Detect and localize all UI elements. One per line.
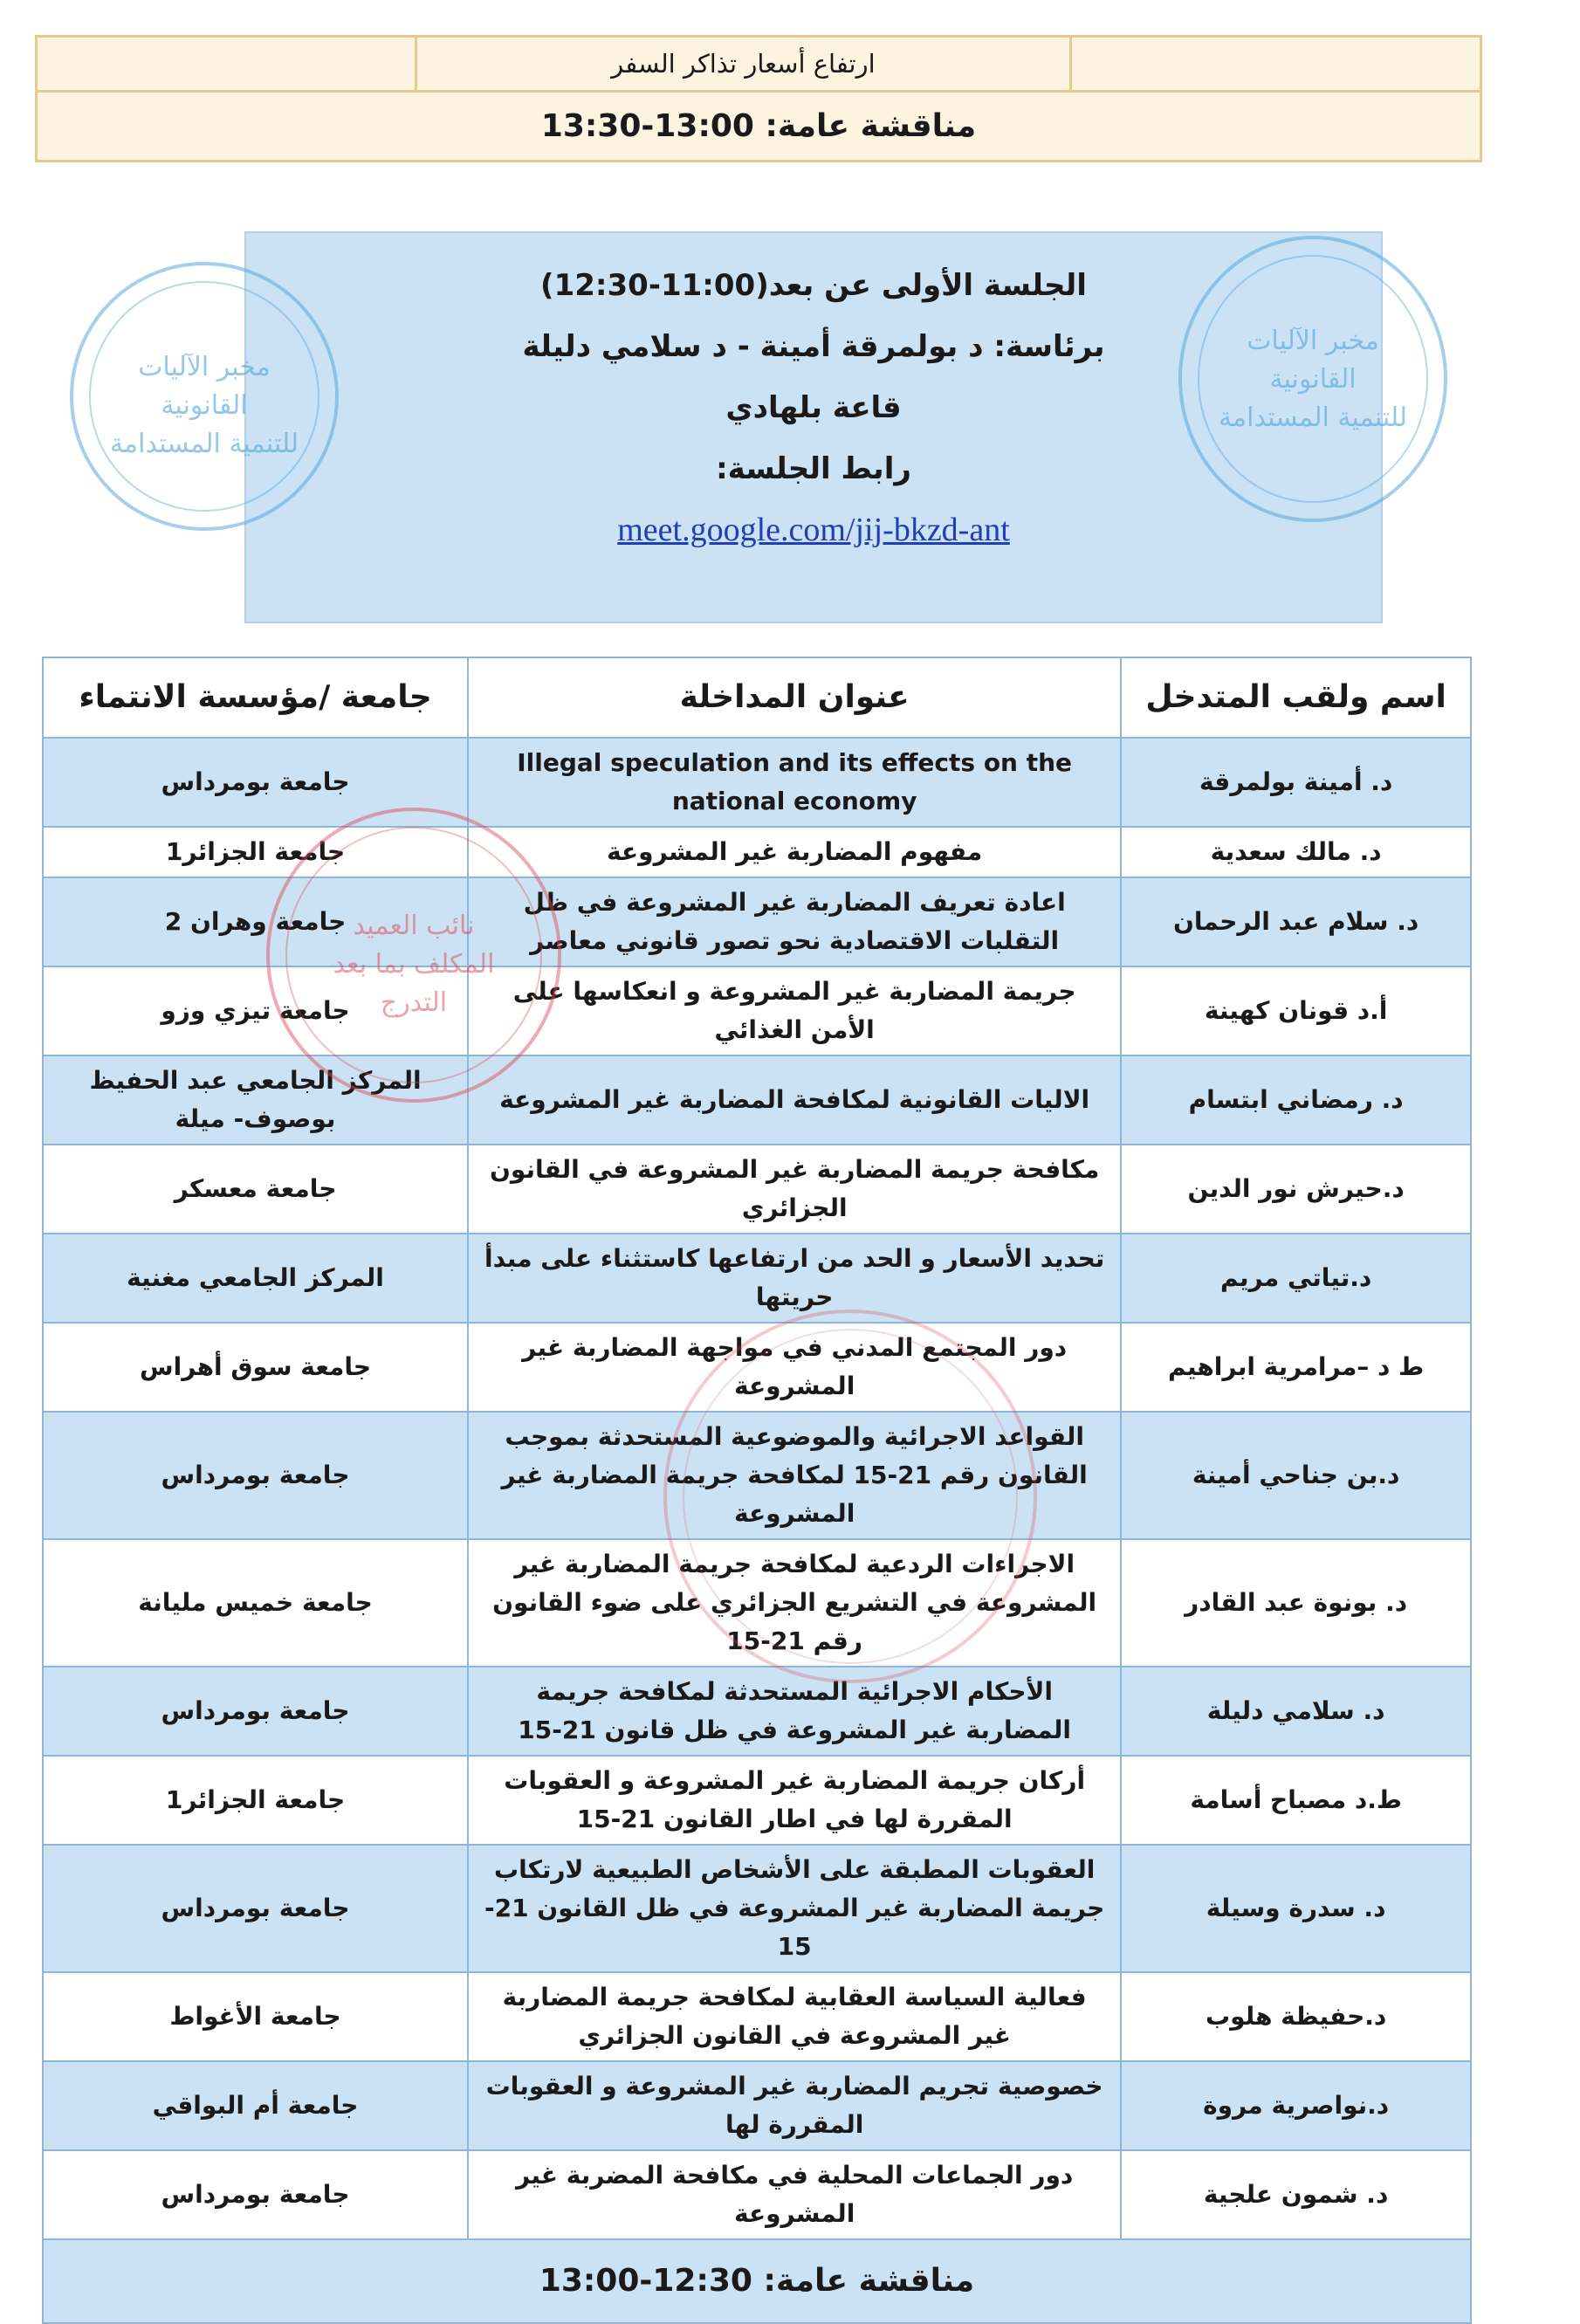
speaker-university: جامعة بومرداس [43, 1667, 468, 1756]
table-row [43, 2061, 1471, 2150]
talk-title: العقوبات المطبقة على الأشخاص الطبيعية لارتكاب جريمة المضاربة غير المشروعة في ظل القانون 21-15 [468, 1845, 1121, 1972]
table-row [43, 966, 1471, 1055]
header-speaker-name: اسم ولقب المتدخل [1121, 657, 1471, 738]
session-info-box [244, 231, 1383, 623]
table-row [43, 1055, 1471, 1145]
speaker-university: جامعة معسكر [43, 1145, 468, 1234]
table-row [43, 1539, 1471, 1667]
talk-title: دور الجماعات المحلية في مكافحة المضربة غير المشروعة [468, 2150, 1121, 2239]
empty-cell [37, 37, 416, 92]
speaker-name: د. سلامي دليلة [1121, 1667, 1471, 1756]
speaker-university: جامعة خميس مليانة [43, 1539, 468, 1667]
stamp-text: مخبر الآليات القانونية للتنمية المستدامة [109, 352, 299, 459]
table-row [43, 877, 1471, 966]
session-link-label: رابط الجلسة: [716, 451, 911, 486]
talk-title: أركان جريمة المضاربة غير المشروعة و العقوبات المقررة لها في اطار القانون 21-15 [468, 1756, 1121, 1845]
table-row [43, 738, 1471, 827]
stamp-text: مخبر الآليات القانونية للتنمية المستدامة [1218, 326, 1408, 433]
speaker-university: جامعة الأغواط [43, 1972, 468, 2061]
speaker-university: جامعة أم البواقي [43, 2061, 468, 2150]
speaker-name: ط.د مصباح أسامة [1121, 1756, 1471, 1845]
table-footer-row [43, 2239, 1471, 2323]
talk-title: فعالية السياسة العقابية لمكافحة جريمة المضاربة غير المشروعة في القانون الجزائري [468, 1972, 1121, 2061]
speaker-name: د.نواصرية مروة [1121, 2061, 1471, 2150]
talk-title: الأحكام الاجرائية المستحدثة لمكافحة جريمة المضاربة غير المشروعة في ظل قانون 21-15 [468, 1667, 1121, 1756]
table-header-row [43, 657, 1471, 738]
talk-title: مكافحة جريمة المضاربة غير المشروعة في القانون الجزائري [468, 1145, 1121, 1234]
speaker-name: د. رمضاني ابتسام [1121, 1055, 1471, 1145]
general-discussion-footer: مناقشة عامة: 12:30-13:00 [43, 2239, 1471, 2323]
speaker-name: أ.د قونان كهينة [1121, 966, 1471, 1055]
talk-title: اعادة تعريف المضاربة غير المشروعة في ظل التقلبات الاقتصادية نحو تصور قانوني معاصر [468, 877, 1121, 966]
talk-title: دور المجتمع المدني في مواجهة المضاربة غير المشروعة [468, 1323, 1121, 1412]
talk-title: Illegal speculation and its effects on the national economy [468, 738, 1121, 827]
speaker-university: جامعة وهران 2 [43, 877, 468, 966]
table-row [43, 1323, 1471, 1412]
session-chairs: برئاسة: د بولمرقة أمينة - د سلامي دليلة [522, 329, 1105, 364]
speaker-university: المركز الجامعي عبد الحفيظ بوصوف- ميلة [43, 1055, 468, 1145]
speaker-name: ط د –مرامرية ابراهيم [1121, 1323, 1471, 1412]
table-row [43, 1412, 1471, 1539]
talk-title: الاجراءات الردعية لمكافحة جريمة المضاربة غير المشروعة في التشريع الجزائري على ضوء القانون رقم 21-15 [468, 1539, 1121, 1667]
speaker-name: د. سلام عبد الرحمان [1121, 877, 1471, 966]
talk-title: خصوصية تجريم المضاربة غير المشروعة و العقوبات المقررة لها [468, 2061, 1121, 2150]
talk-title-cell: ارتفاع أسعار تذاكر السفر [416, 37, 1071, 92]
table-row [43, 1667, 1471, 1756]
general-discussion-label: مناقشة عامة: 13:00-13:30 [37, 92, 1481, 162]
speaker-university: جامعة الجزائر1 [43, 827, 468, 877]
table-row [43, 1972, 1471, 2061]
header-university: جامعة /مؤسسة الانتماء [43, 657, 468, 738]
table-row [43, 1845, 1471, 1972]
table-row [43, 2150, 1471, 2239]
previous-session-table [35, 35, 1482, 162]
speaker-name: د. بونوة عبد القادر [1121, 1539, 1471, 1667]
table-row [43, 1234, 1471, 1323]
header-talk-title: عنوان المداخلة [468, 657, 1121, 738]
talk-title: الاليات القانونية لمكافحة المضاربة غير المشروعة [468, 1055, 1121, 1145]
table-row [43, 1756, 1471, 1845]
speaker-university: المركز الجامعي مغنية [43, 1234, 468, 1323]
speaker-name: د.حفيظة هلوب [1121, 1972, 1471, 2061]
talk-title: مفهوم المضاربة غير المشروعة [468, 827, 1121, 877]
speaker-name: د. أمينة بولمرقة [1121, 738, 1471, 827]
speaker-university: جامعة بومرداس [43, 738, 468, 827]
speaker-university: جامعة سوق أهراس [43, 1323, 468, 1412]
speaker-name: د. سدرة وسيلة [1121, 1845, 1471, 1972]
speaker-university: جامعة الجزائر1 [43, 1756, 468, 1845]
speaker-name: د. شمون علجية [1121, 2150, 1471, 2239]
empty-cell [1071, 37, 1481, 92]
speaker-university: جامعة بومرداس [43, 1412, 468, 1539]
speaker-university: جامعة بومرداس [43, 2150, 468, 2239]
talk-title: جريمة المضاربة غير المشروعة و انعكاسها على الأمن الغذائي [468, 966, 1121, 1055]
session-room: قاعة بلهادي [725, 390, 902, 425]
table-row [43, 827, 1471, 877]
speaker-university: جامعة تيزي وزو [43, 966, 468, 1055]
speakers-table [42, 657, 1472, 2324]
speaker-name: د. مالك سعدية [1121, 827, 1471, 877]
speaker-name: د.حيرش نور الدين [1121, 1145, 1471, 1234]
speaker-name: د.تياتي مريم [1121, 1234, 1471, 1323]
stamp-text: نائب العميد المكلف بما بعد التدرج [333, 911, 495, 1018]
talk-title: القواعد الاجرائية والموضوعية المستحدثة بموجب القانون رقم 21-15 لمكافحة جريمة المضاربة غير المشروعة [468, 1412, 1121, 1539]
talk-title: تحديد الأسعار و الحد من ارتفاعها كاستثناء على مبدأ حريتها [468, 1234, 1121, 1323]
session-title: الجلسة الأولى عن بعد(11:00-12:30) [540, 268, 1087, 303]
session-meet-link[interactable]: meet.google.com/jij-bkzd-ant [617, 512, 1010, 548]
speaker-university: جامعة بومرداس [43, 1845, 468, 1972]
speaker-name: د.بن جناحي أمينة [1121, 1412, 1471, 1539]
table-row [43, 1145, 1471, 1234]
